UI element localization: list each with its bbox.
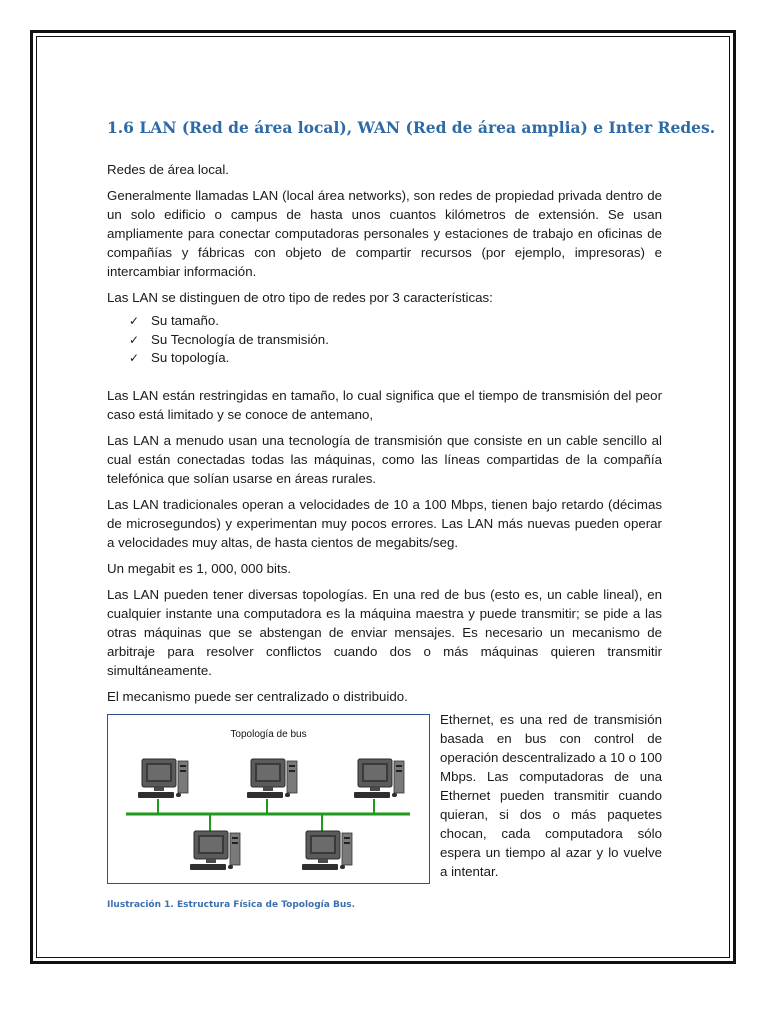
bus-topology-diagram [108,715,429,883]
document-body [107,118,716,914]
list-item [129,349,662,368]
paragraph: El mecanismo puede ser centralizado o distribuido. [107,688,408,704]
paragraph: Las LAN pueden tener diversas topologías. En una red de bus (esto es, un cable lineal), en cualquier instante una computadora es la máquina maestra y puede transmitir; se pide a las otras máquinas que se abstengan de enviar mensajes. Es necesario un mecanismo de arbitraje para resolver conflictos cuando dos o más máquinas quieren transmitir simultáneamente. [107,586,662,678]
bus-topology-figure [107,714,430,884]
subheading: Redes de área local. [107,162,229,177]
desktop-computer-icon [354,759,404,798]
checkmark-icon: ✓ [129,351,140,365]
paragraph: Las LAN están restringidas en tamaño, lo cual significa que el tiempo de transmisión del peor caso está limitado y se conoce de antemano, [107,387,662,422]
section-heading: 1.6 LAN (Red de área local), WAN (Red de área amplia) e Inter Redes. [107,118,716,137]
list-item-text: Su Tecnología de transmisión. [151,331,329,347]
list-item [129,331,662,350]
checkmark-icon: ✓ [129,332,140,347]
ethernet-paragraph: Ethernet, es una red de transmisión basada en bus con control de operación descentralizado a 10 o 100 Mbps. Las computadoras de una Ethernet pueden transmitir cuando quieran, si dos o más paquetes chocan, cada computadora sólo espera un tiempo al azar y lo vuelve a intentar. [440,711,662,879]
paragraph: Las LAN tradicionales operan a velocidades de 10 a 100 Mbps, tienen bajo retardo (décimas de microsegundos) y experimentan muy pocos errores. Las LAN más nuevas pueden operar a velocidades muy altas, de hasta cientos de megabits/seg. [107,496,662,550]
paragraph: Un megabit es 1, 000, 000 bits. [107,560,292,576]
desktop-computer-icon [302,831,352,870]
list-item [129,312,662,331]
paragraph: Las LAN se distinguen de otro tipo de redes por 3 características: [107,290,493,305]
figure-title: Topología de bus [230,728,307,740]
characteristics-list [107,312,662,368]
paragraph: Generalmente llamadas LAN (local área networks), son redes de propiedad privada dentro de un solo edificio o campus de hasta unos cuantos kilómetros de extensión. Se usan ampliamente para conectar computadoras personales y estaciones de trabajo en oficinas de compañías y fábricas con objeto de compartir recursos (por ejemplo, impresoras) e intercambiar información. [107,188,662,279]
list-item-text: Su tamaño. [151,313,220,328]
paragraph: Las LAN a menudo usan una tecnología de transmisión que consiste en un cable sencillo al cual están conectadas todas las máquinas, como las líneas compartidas de la compañía telefónica que solían usarse en áreas rurales. [107,432,662,486]
desktop-computer-icon [190,831,240,870]
checkmark-icon: ✓ [129,314,140,328]
desktop-computer-icon [247,759,297,798]
desktop-computer-icon [138,759,188,798]
list-item-text: Su topología. [151,350,230,365]
figure-section [107,711,662,914]
figure-caption: Ilustración 1. Estructura Física de Topología Bus. [107,899,356,910]
